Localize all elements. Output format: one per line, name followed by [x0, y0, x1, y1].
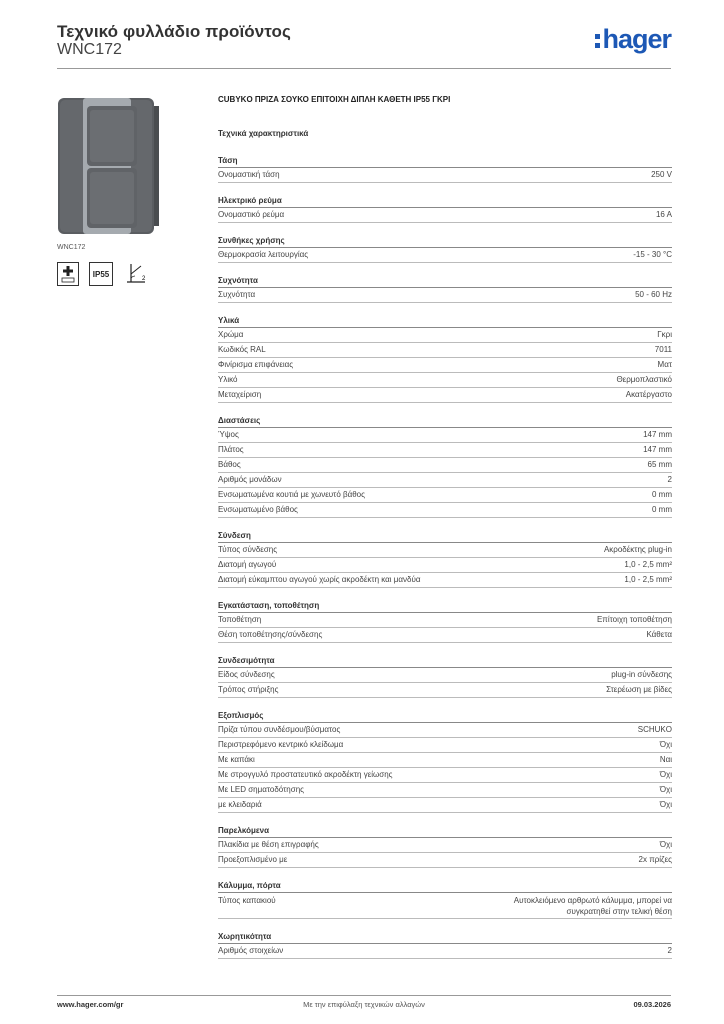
spec-row [218, 428, 672, 443]
spec-label: Ύψος [218, 430, 239, 439]
footer-website: www.hager.com/gr [57, 1000, 124, 1009]
spec-group-title: Εγκατάσταση, τοποθέτηση [218, 600, 672, 613]
mounting-angle-icon [123, 262, 149, 286]
spec-group-title: Σύνδεση [218, 530, 672, 543]
spec-group-title: Συνδεσιμότητα [218, 655, 672, 668]
spec-value: Όχι [659, 770, 672, 779]
spec-value: Ναι [659, 755, 672, 764]
footer-notice: Με την επιφύλαξη τεχνικών αλλαγών [303, 1000, 425, 1009]
spec-row [218, 798, 672, 813]
spec-value: Όχι [659, 840, 672, 849]
spec-label: Συχνότητα [218, 290, 256, 299]
spec-value: Όχι [659, 800, 672, 809]
product-name: CUBYKO ΠΡΙΖΑ ΣΟΥΚΟ ΕΠΙΤΟΙΧΗ ΔΙΠΛΗ ΚΑΘΕΤΗ IP55 ΓΚΡΙ [218, 95, 451, 104]
spec-value: Στερέωση με βίδες [606, 685, 672, 694]
spec-group-title: Κάλυμμα, πόρτα [218, 880, 672, 893]
spec-groups [218, 143, 672, 959]
spec-label: Πλακίδια με θέση επιγραφής [218, 840, 319, 849]
spec-label: Πρίζα τύπου συνδέσμου/βύσματος [218, 725, 341, 734]
spec-value: 147 mm [643, 430, 672, 439]
spec-label: Διατομή αγωγού [218, 560, 277, 569]
spec-label: Χρώμα [218, 330, 244, 339]
specifications [218, 95, 672, 959]
spec-value: 50 - 60 Hz [635, 290, 672, 299]
spec-row [218, 388, 672, 403]
spec-row [218, 328, 672, 343]
spec-value: Κάθετα [646, 630, 672, 639]
spec-row [218, 503, 672, 518]
spec-label: Βάθος [218, 460, 241, 469]
spec-group-title: Τάση [218, 155, 672, 168]
spec-value: Αυτοκλειόμενο αρθρωτό κάλυμμα, μπορεί να συγκρατηθεί στην τελική θέση [513, 896, 672, 916]
spec-value: Θερμοπλαστικό [616, 375, 672, 384]
spec-value: 1,0 - 2,5 mm² [624, 560, 672, 569]
spec-label: Ενσωματωμένα κουτιά με χωνευτό βάθος [218, 490, 365, 499]
spec-label: Προεξοπλισμένο με [218, 855, 288, 864]
section-gap [218, 698, 672, 710]
spec-group-title: Διαστάσεις [218, 415, 672, 428]
spec-row [218, 358, 672, 373]
document-title: Τεχνικό φυλλάδιο προϊόντος [57, 22, 291, 41]
spec-row [218, 443, 672, 458]
section-gap [218, 303, 672, 315]
spec-row [218, 944, 672, 959]
spec-value: 0 mm [652, 505, 672, 514]
spec-value: 2 [667, 946, 672, 955]
spec-label: Τύπος σύνδεσης [218, 545, 278, 554]
spec-value: -15 - 30 °C [633, 250, 672, 259]
section-gap [218, 588, 672, 600]
page-footer [57, 995, 671, 1012]
spec-label: Με LED σηματοδότησης [218, 785, 304, 794]
section-gap [218, 223, 672, 235]
spec-row [218, 853, 672, 868]
spec-label: Μεταχείριση [218, 390, 262, 399]
spec-label: Τύπος καπακιού [218, 896, 276, 905]
spec-value: Ακροδέκτης plug-in [603, 545, 672, 554]
spec-value: Επίτοιχη τοποθέτηση [596, 615, 672, 624]
page-header [57, 20, 671, 69]
ip55-badge: IP55 [89, 262, 113, 286]
hager-logo [595, 24, 671, 54]
footer-date: 09.03.2026 [633, 1000, 671, 1009]
spec-value: Γκρι [657, 330, 672, 339]
spec-row [218, 613, 672, 628]
spec-label: Με καπάκι [218, 755, 255, 764]
certification-icons [57, 262, 149, 286]
spec-row [218, 558, 672, 573]
spec-label: Είδος σύνδεσης [218, 670, 275, 679]
spec-label: Πλάτος [218, 445, 244, 454]
logo-dots-icon [595, 34, 600, 48]
spec-value: 2 [667, 475, 672, 484]
spec-row [218, 783, 672, 798]
spec-value: plug-in σύνδεσης [611, 670, 672, 679]
spec-row [218, 488, 672, 503]
spec-row [218, 543, 672, 558]
spec-group-title: Υλικά [218, 315, 672, 328]
spec-row [218, 473, 672, 488]
spec-row [218, 723, 672, 738]
product-code: WNC172 [57, 41, 122, 58]
spec-value: 16 A [655, 210, 672, 219]
spec-group-title: Συνθήκες χρήσης [218, 235, 672, 248]
spec-value: Όχι [659, 785, 672, 794]
spec-row [218, 628, 672, 643]
spec-label: Θέση τοποθέτησης/σύνδεσης [218, 630, 323, 639]
spec-label: Ονομαστική τάση [218, 170, 280, 179]
spec-value: 0 mm [652, 490, 672, 499]
spec-row [218, 893, 672, 919]
spec-label: Αριθμός μονάδων [218, 475, 282, 484]
section-gap [218, 143, 672, 155]
spec-label: Φινίρισμα επιφάνειας [218, 360, 294, 369]
spec-value: 147 mm [643, 445, 672, 454]
protection-class-icon [57, 262, 79, 286]
spec-label: Ονομαστικό ρεύμα [218, 210, 285, 219]
image-caption: WNC172 [57, 244, 86, 251]
spec-label: Τοποθέτηση [218, 615, 262, 624]
spec-value: Ακατέργαστο [625, 390, 672, 399]
section-gap [218, 643, 672, 655]
section-gap [218, 518, 672, 530]
spec-label: Ενσωματωμένο βάθος [218, 505, 298, 514]
spec-row [218, 683, 672, 698]
spec-row [218, 768, 672, 783]
spec-row [218, 573, 672, 588]
section-gap [218, 263, 672, 275]
spec-row [218, 248, 672, 263]
spec-row [218, 343, 672, 358]
spec-value: SCHUKO [637, 725, 672, 734]
spec-row [218, 738, 672, 753]
section-gap [218, 183, 672, 195]
spec-label: Αριθμός στοιχείων [218, 946, 284, 955]
spec-label: Τρόπος στήριξης [218, 685, 279, 694]
spec-group-title: Παρελκόμενα [218, 825, 672, 838]
spec-row [218, 288, 672, 303]
spec-label: Θερμοκρασία λειτουργίας [218, 250, 309, 259]
svg-text:2: 2 [142, 276, 146, 282]
spec-row [218, 373, 672, 388]
section-gap [218, 919, 672, 931]
spec-value: Ματ [657, 360, 672, 369]
spec-row [218, 208, 672, 223]
section-gap [218, 403, 672, 415]
spec-label: Κωδικός RAL [218, 345, 266, 354]
spec-value: 250 V [651, 170, 672, 179]
section-gap [218, 813, 672, 825]
spec-group-title: Χωρητικότητα [218, 931, 672, 944]
spec-value: 1,0 - 2,5 mm² [624, 575, 672, 584]
spec-row [218, 168, 672, 183]
spec-value: 65 mm [647, 460, 672, 469]
spec-label: Περιστρεφόμενο κεντρικό κλείδωμα [218, 740, 344, 749]
spec-label: Με στρογγυλό προστατευτικό ακροδέκτη γείωσης [218, 770, 393, 779]
spec-value: 7011 [654, 345, 672, 354]
spec-label: Υλικό [218, 375, 238, 384]
spec-row [218, 838, 672, 853]
spec-group-title: Εξοπλισμός [218, 710, 672, 723]
spec-value: 2x πρίζες [638, 855, 672, 864]
spec-label: Διατομή εύκαμπτου αγωγού χωρίς ακροδέκτη και μανδύα [218, 575, 421, 584]
section-title: Τεχνικά χαρακτηριστικά [218, 129, 309, 138]
spec-row [218, 753, 672, 768]
spec-group-title: Ηλεκτρικό ρεύμα [218, 195, 672, 208]
section-gap [218, 868, 672, 880]
spec-label: με κλειδαριά [218, 800, 262, 809]
spec-row [218, 668, 672, 683]
spec-value: Όχι [659, 740, 672, 749]
spec-group-title: Συχνότητα [218, 275, 672, 288]
spec-row [218, 458, 672, 473]
product-image [57, 96, 161, 238]
logo-text: hager [602, 24, 671, 54]
